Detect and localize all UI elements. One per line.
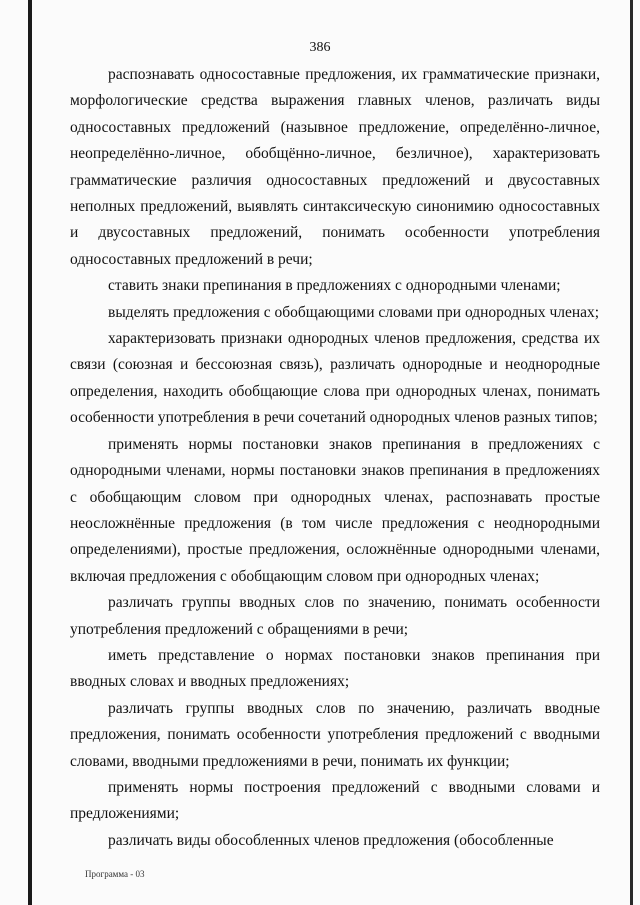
paragraph: применять нормы построения предложений с вводными словами и предложениями; (70, 778, 600, 823)
paragraph: ставить знаки препинания в предложениях с однородными членами; (108, 277, 561, 295)
page-number: 386 (309, 40, 331, 55)
scan-left-edge (28, 0, 32, 905)
page-footer: Программа - 03 (85, 869, 145, 879)
paragraph: иметь представление о нормах постановки знаков препинания при вводных словах и вводных предложениях; (70, 646, 600, 691)
paragraph: различать группы вводных слов по значению, понимать особенности употребления предложений с обращениями в речи; (70, 594, 600, 638)
paragraph: распознавать односоставные предложения, их грамматические признаки, морфологические средства выражения главных членов, различать виды односоставных предложений (назывное предложение, определённо-личное, неопределённо-личное, обобщённо-личное, безличное), характеризовать грамматические различия односоставных предложений и двусоставных неполных предложений, выявлять синтаксическую синонимию односоставных и двусоставных предложений, понимать особенности употребления односоставных предложений в речи; (70, 66, 600, 268)
page-body (70, 62, 600, 854)
paragraph: различать группы вводных слов по значению, различать вводные предложения, понимать особенности употребления предложений с вводными словами, вводными предложениями в речи, понимать их функции; (70, 699, 600, 770)
paragraph: выделять предложения с обобщающими словами при однородных членах; (108, 303, 600, 321)
paragraph: различать виды обособленных членов предложения (обособленные (108, 831, 554, 849)
scan-right-edge (630, 0, 633, 905)
paragraph: характеризовать признаки однородных членов предложения, средства их связи (союзная и бессоюзная связь), различать однородные и неоднородные определения, находить обобщающие слова при однородных членах, понимать особенности употребления в речи сочетаний однородных членов разных типов; (70, 330, 600, 427)
paragraph: применять нормы постановки знаков препинания в предложениях с однородными членами, нормы постановки знаков препинания в предложениях с обобщающим словом при однородных членах, распознавать простые неосложнённые предложения (в том числе предложения с неоднородными определениями), простые предложения, осложнённые однородными членами, включая предложения с обобщающим словом при однородных членах; (70, 435, 600, 585)
